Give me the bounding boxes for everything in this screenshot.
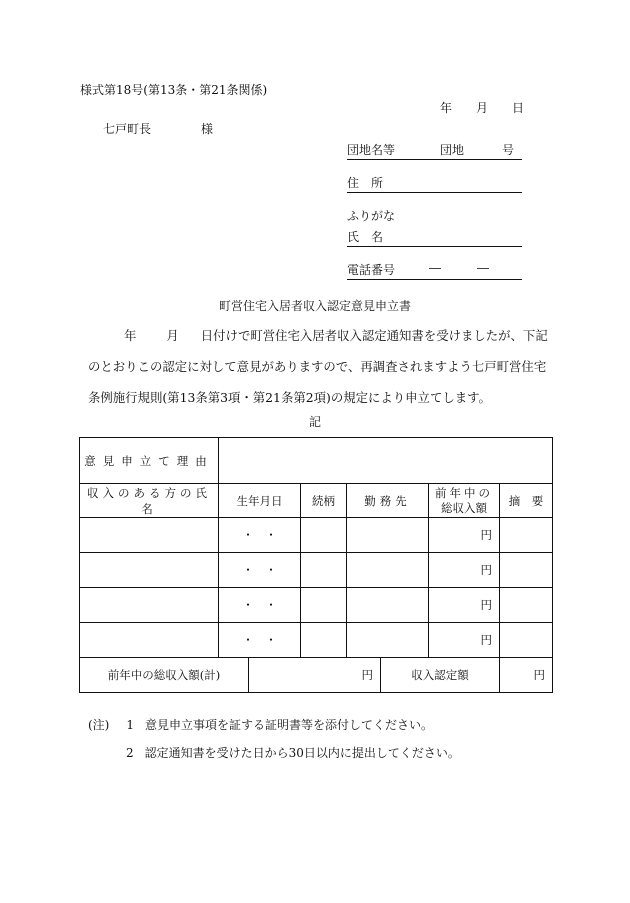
col-income-header: [429, 484, 500, 518]
total-income-cell[interactable]: 円: [249, 658, 381, 693]
form-number: 様式第18号(第13条・第21条関係): [80, 83, 268, 97]
col-remarks-header: 摘 要: [500, 484, 553, 518]
row-income-cell[interactable]: 円: [429, 518, 500, 553]
recognized-income-cell[interactable]: 円: [500, 658, 553, 693]
date-year-label: 年: [440, 101, 453, 115]
col-income-line1: 前年中の: [435, 485, 493, 500]
col-income-line2: 総収入額: [441, 500, 487, 515]
total-income-label: 前年中の総収入額(計): [80, 658, 249, 693]
address-field[interactable]: [347, 174, 522, 193]
income-table: [79, 437, 553, 693]
row-relation-cell[interactable]: [301, 623, 347, 658]
row-remarks-cell[interactable]: [500, 623, 553, 658]
row-remarks-cell[interactable]: [500, 518, 553, 553]
recognized-income-label: 収入認定額: [381, 658, 500, 693]
row-work-cell[interactable]: [347, 518, 429, 553]
row-remarks-cell[interactable]: [500, 553, 553, 588]
row-relation-cell[interactable]: [301, 553, 347, 588]
table-row: [80, 553, 553, 588]
phone-dash-1: ―: [429, 261, 441, 275]
paragraph-month: 月: [166, 328, 179, 343]
date-day-label: 日: [512, 101, 525, 115]
table-row: [80, 623, 553, 658]
row-relation-cell[interactable]: [301, 588, 347, 623]
addressee-honorific: 様: [201, 122, 214, 136]
reason-input[interactable]: [219, 438, 553, 484]
row-work-cell[interactable]: [347, 623, 429, 658]
date-month-label: 月: [476, 101, 489, 115]
name-label: 氏 名: [347, 230, 384, 244]
danchi-mid-label: 団地: [440, 143, 465, 157]
row-name-cell[interactable]: [80, 623, 219, 658]
reason-row: [80, 438, 553, 484]
row-income-cell[interactable]: 円: [429, 623, 500, 658]
document-title: 町営住宅入居者収入認定意見申立書: [218, 299, 411, 313]
row-remarks-cell[interactable]: [500, 588, 553, 623]
total-row: [80, 658, 553, 693]
body-paragraph: [88, 320, 558, 413]
row-birth-cell[interactable]: ・ ・: [219, 623, 301, 658]
row-income-cell[interactable]: 円: [429, 588, 500, 623]
note-1-number: 1: [126, 718, 135, 732]
phone-dash-2: ―: [477, 261, 489, 275]
notes: [88, 711, 460, 767]
note-1: [88, 711, 460, 739]
row-relation-cell[interactable]: [301, 518, 347, 553]
danchi-number-label: 号: [502, 143, 515, 157]
row-name-cell[interactable]: [80, 518, 219, 553]
col-birth-header: 生年月日: [219, 484, 301, 518]
note-1-text: 意見申立事項を証する証明書等を添付してください。: [145, 718, 434, 732]
note-2: [88, 739, 460, 767]
furigana-label: ふりがな: [347, 209, 396, 223]
table-row: [80, 588, 553, 623]
danchi-field[interactable]: [347, 141, 522, 160]
row-income-cell[interactable]: 円: [429, 553, 500, 588]
col-relation-header: 続柄: [301, 484, 347, 518]
row-work-cell[interactable]: [347, 588, 429, 623]
addressee: [103, 120, 213, 137]
row-birth-cell[interactable]: ・ ・: [219, 553, 301, 588]
address-label: 住 所: [347, 176, 384, 190]
col-name-header: 収入のある方の氏名: [80, 484, 219, 518]
row-birth-cell[interactable]: ・ ・: [219, 518, 301, 553]
row-name-cell[interactable]: [80, 553, 219, 588]
paragraph-text: 日付けで町営住宅入居者収入認定通知書を受けましたが、下記のとおりこの認定に対して意見がありますので、再調査されますよう七戸町営住宅条例施行規則(第13条第3項・第21条第2項)の規定により申立てします。: [88, 328, 548, 405]
reason-label: 意見申立て理由: [80, 438, 219, 484]
danchi-label: 団地名等: [347, 143, 396, 157]
phone-field[interactable]: [347, 261, 522, 280]
row-work-cell[interactable]: [347, 553, 429, 588]
row-birth-cell[interactable]: ・ ・: [219, 588, 301, 623]
col-work-header: 勤務先: [347, 484, 429, 518]
note-2-text: 認定通知書を受けた日から30日以内に提出してください。: [144, 746, 460, 760]
addressee-name: 七戸町長: [103, 122, 152, 136]
ki-heading: 記: [308, 415, 321, 429]
table-row: [80, 518, 553, 553]
table-header-row: [80, 484, 553, 518]
row-name-cell[interactable]: [80, 588, 219, 623]
paragraph-year: 年: [124, 328, 137, 343]
note-prefix: (注): [88, 718, 110, 732]
note-2-number: 2: [126, 746, 134, 760]
name-field[interactable]: [347, 228, 522, 247]
phone-label: 電話番号: [347, 263, 396, 277]
